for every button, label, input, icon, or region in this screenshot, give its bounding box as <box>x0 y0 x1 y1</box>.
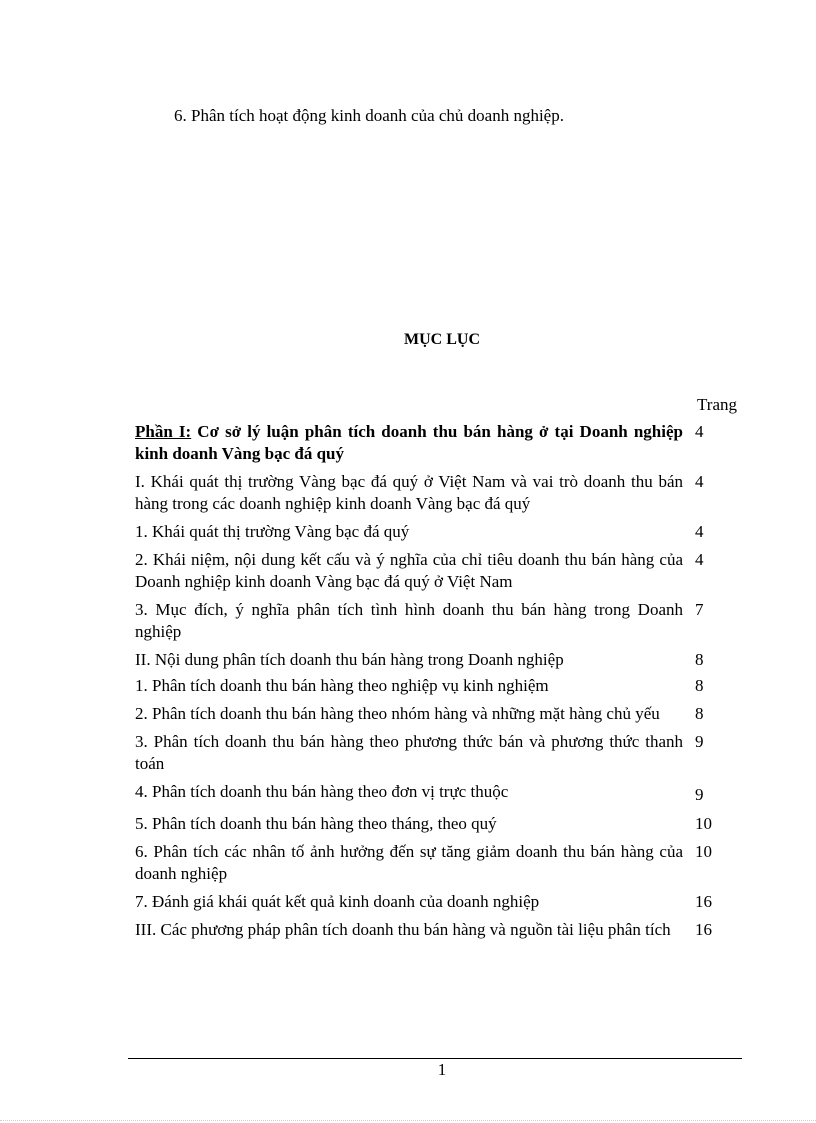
toc-entry-page: 8 <box>695 676 704 695</box>
toc-entry-page: 16 <box>695 920 712 939</box>
toc-entry <box>135 703 755 725</box>
toc-title: MỤC LỤC <box>404 331 480 348</box>
toc-entry <box>135 549 755 593</box>
toc-entry-page: 8 <box>695 650 704 669</box>
toc-entry-page: 9 <box>695 785 704 804</box>
toc-entry-text: 5. Phân tích doanh thu bán hàng theo tháng, theo quý <box>135 814 497 833</box>
footer-divider <box>128 1058 742 1059</box>
toc-entry <box>135 421 755 465</box>
toc-entry-page: 16 <box>695 892 712 911</box>
toc-entry-text: 3. Mục đích, ý nghĩa phân tích tình hình doanh thu bán hàng trong Doanh nghiệp <box>135 600 683 641</box>
toc-entry-text: 4. Phân tích doanh thu bán hàng theo đơn vị trực thuộc <box>135 782 509 801</box>
toc-page-header: Trang <box>697 395 737 414</box>
toc-entry-text: II. Nội dung phân tích doanh thu bán hàng trong Doanh nghiệp <box>135 650 564 669</box>
toc-entry <box>135 471 755 515</box>
table-of-contents <box>135 421 755 941</box>
toc-entry-text: 1. Phân tích doanh thu bán hàng theo nghiệp vụ kinh nghiệm <box>135 676 549 695</box>
toc-entry <box>135 781 755 806</box>
toc-entry-text: 3. Phân tích doanh thu bán hàng theo phương thức bán và phương thức thanh toán <box>135 732 683 773</box>
toc-entry <box>135 891 755 913</box>
toc-entry <box>135 813 755 835</box>
toc-entry-text: I. Khái quát thị trường Vàng bạc đá quý ở Việt Nam và vai trò doanh thu bán hàng trong các doanh nghiệp kinh doanh Vàng bạc đá quý <box>135 472 683 513</box>
toc-entry <box>135 649 755 671</box>
toc-part-title: Cơ sở lý luận phân tích doanh thu bán hàng ở tại Doanh nghiệp kinh doanh Vàng bạc đá quý <box>135 422 683 463</box>
toc-entry-text: 2. Phân tích doanh thu bán hàng theo nhóm hàng và những mặt hàng chủ yếu <box>135 704 660 723</box>
toc-entry-page: 9 <box>695 732 704 751</box>
toc-entry <box>135 599 755 643</box>
toc-entry <box>135 919 755 941</box>
toc-entry-text: 1. Khái quát thị trường Vàng bạc đá quý <box>135 522 410 541</box>
toc-entry-page: 4 <box>695 422 704 441</box>
intro-line: 6. Phân tích hoạt động kinh doanh của chủ doanh nghiệp. <box>174 106 564 125</box>
toc-entry-page: 4 <box>695 472 704 491</box>
toc-entry-text: 6. Phân tích các nhân tố ảnh hưởng đến sự tăng giảm doanh thu bán hàng của doanh nghiệp <box>135 842 683 883</box>
toc-entry-page: 10 <box>695 814 712 833</box>
page-bottom-border <box>0 1120 816 1121</box>
toc-entry-page: 7 <box>695 600 704 619</box>
toc-entry-page: 10 <box>695 842 712 861</box>
toc-entry-text: 7. Đánh giá khái quát kết quả kinh doanh của doanh nghiệp <box>135 892 540 911</box>
toc-part-prefix: Phần I: <box>135 422 192 441</box>
toc-entry <box>135 675 755 697</box>
toc-entry-page: 8 <box>695 704 704 723</box>
toc-entry <box>135 841 755 885</box>
toc-entry-text <box>135 421 683 465</box>
toc-entry <box>135 521 755 543</box>
toc-entry-text: 2. Khái niệm, nội dung kết cấu và ý nghĩa của chỉ tiêu doanh thu bán hàng của Doanh nghiệp kinh doanh Vàng bạc đá quý ở Việt Nam <box>135 550 683 591</box>
toc-entry <box>135 731 755 775</box>
toc-entry-page: 4 <box>695 550 704 569</box>
page-number: 1 <box>437 1060 447 1079</box>
toc-entry-page: 4 <box>695 522 704 541</box>
toc-entry-text: III. Các phương pháp phân tích doanh thu bán hàng và nguồn tài liệu phân tích <box>135 920 671 939</box>
